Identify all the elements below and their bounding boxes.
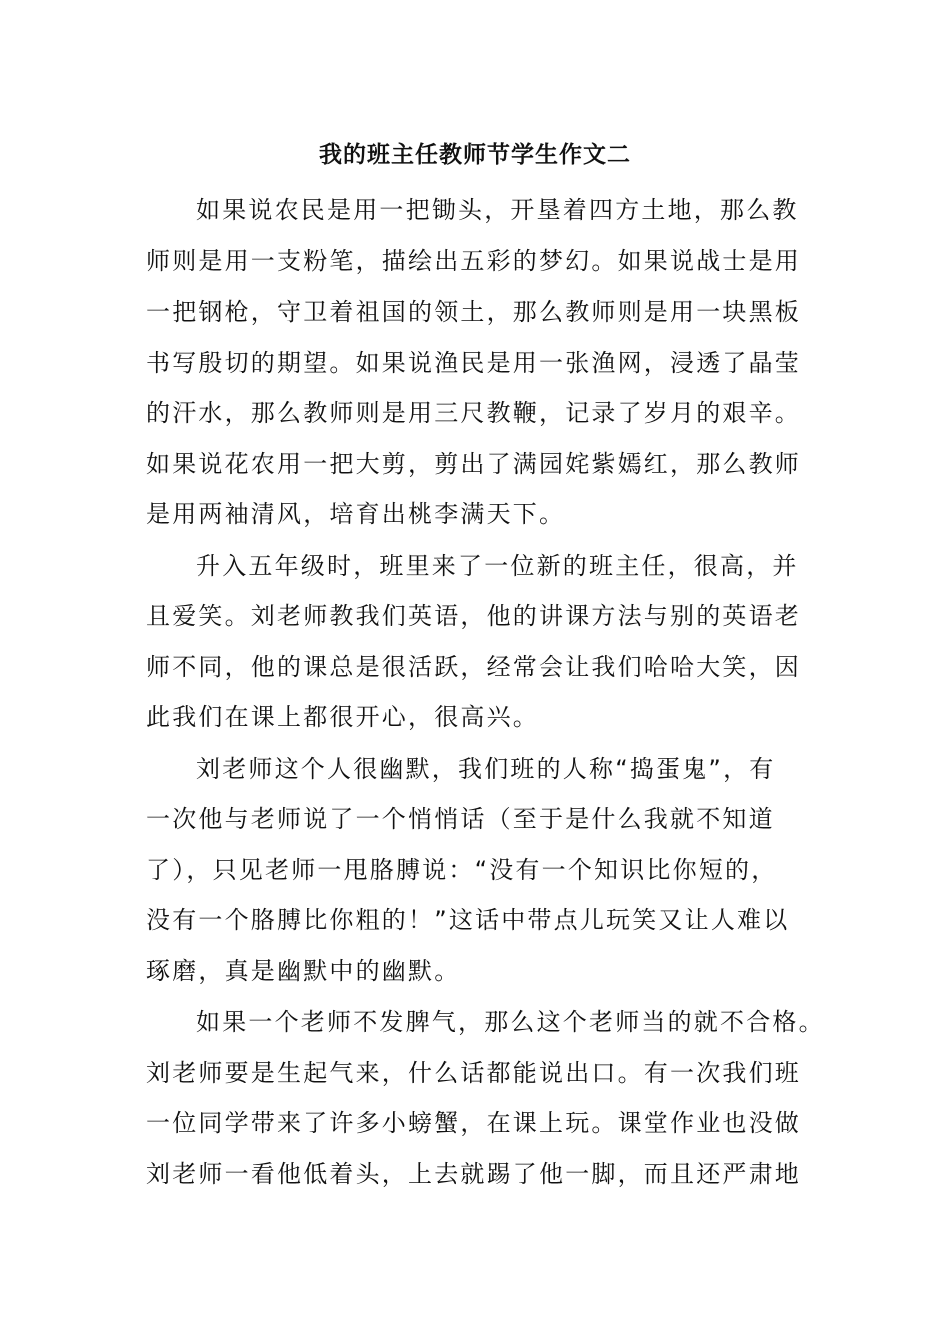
document-title: 我的班主任教师节学生作文二 xyxy=(319,142,631,168)
paragraph-line: 的汗水，那么教师则是用三尺教鞭，记录了岁月的艰辛。 xyxy=(146,399,801,427)
paragraph-line: 师则是用一支粉笔，描绘出五彩的梦幻。如果说战士是用 xyxy=(146,247,801,275)
paragraph-line: 刘老师一看他低着头，上去就踢了他一脚，而且还严肃地 xyxy=(146,1160,801,1188)
paragraph-line: 一位同学带来了许多小螃蟹，在课上玩。课堂作业也没做 xyxy=(146,1109,801,1137)
paragraph-line: 刘老师这个人很幽默，我们班的人称“捣蛋鬼”，有 xyxy=(196,755,776,783)
paragraph-line: 琢磨，真是幽默中的幽默。 xyxy=(146,957,461,985)
paragraph-line: 此我们在课上都很开心，很高兴。 xyxy=(146,703,539,731)
paragraph-line: 升入五年级时，班里来了一位新的班主任，很高，并 xyxy=(196,552,799,580)
paragraph-line: 一把钢枪，守卫着祖国的领土，那么教师则是用一块黑板 xyxy=(146,298,801,326)
paragraph-line: 师不同，他的课总是很活跃，经常会让我们哈哈大笑，因 xyxy=(146,653,801,681)
paragraph-line: 且爱笑。刘老师教我们英语，他的讲课方法与别的英语老 xyxy=(146,602,801,630)
paragraph-line: 是用两袖清风，培育出桃李满天下。 xyxy=(146,500,566,528)
paragraph-line: 了），只见老师一甩胳膊说：“没有一个知识比你短的， xyxy=(146,856,778,884)
paragraph-line: 一次他与老师说了一个悄悄话（至于是什么我就不知道 xyxy=(146,805,775,833)
paragraph-line: 如果说农民是用一把锄头，开垦着四方土地，那么教 xyxy=(196,196,799,224)
paragraph-line: 如果说花农用一把大剪，剪出了满园姹紫嫣红，那么教师 xyxy=(146,450,801,478)
paragraph-line: 如果一个老师不发脾气，那么这个老师当的就不合格。 xyxy=(196,1008,825,1036)
paragraph-line: 书写殷切的期望。如果说渔民是用一张渔网，浸透了晶莹 xyxy=(146,349,801,377)
paragraph-line: 刘老师要是生起气来，什么话都能说出口。有一次我们班 xyxy=(146,1059,801,1087)
paragraph-line: 没有一个胳膊比你粗的！”这话中带点儿玩笑又让人难以 xyxy=(146,906,790,934)
